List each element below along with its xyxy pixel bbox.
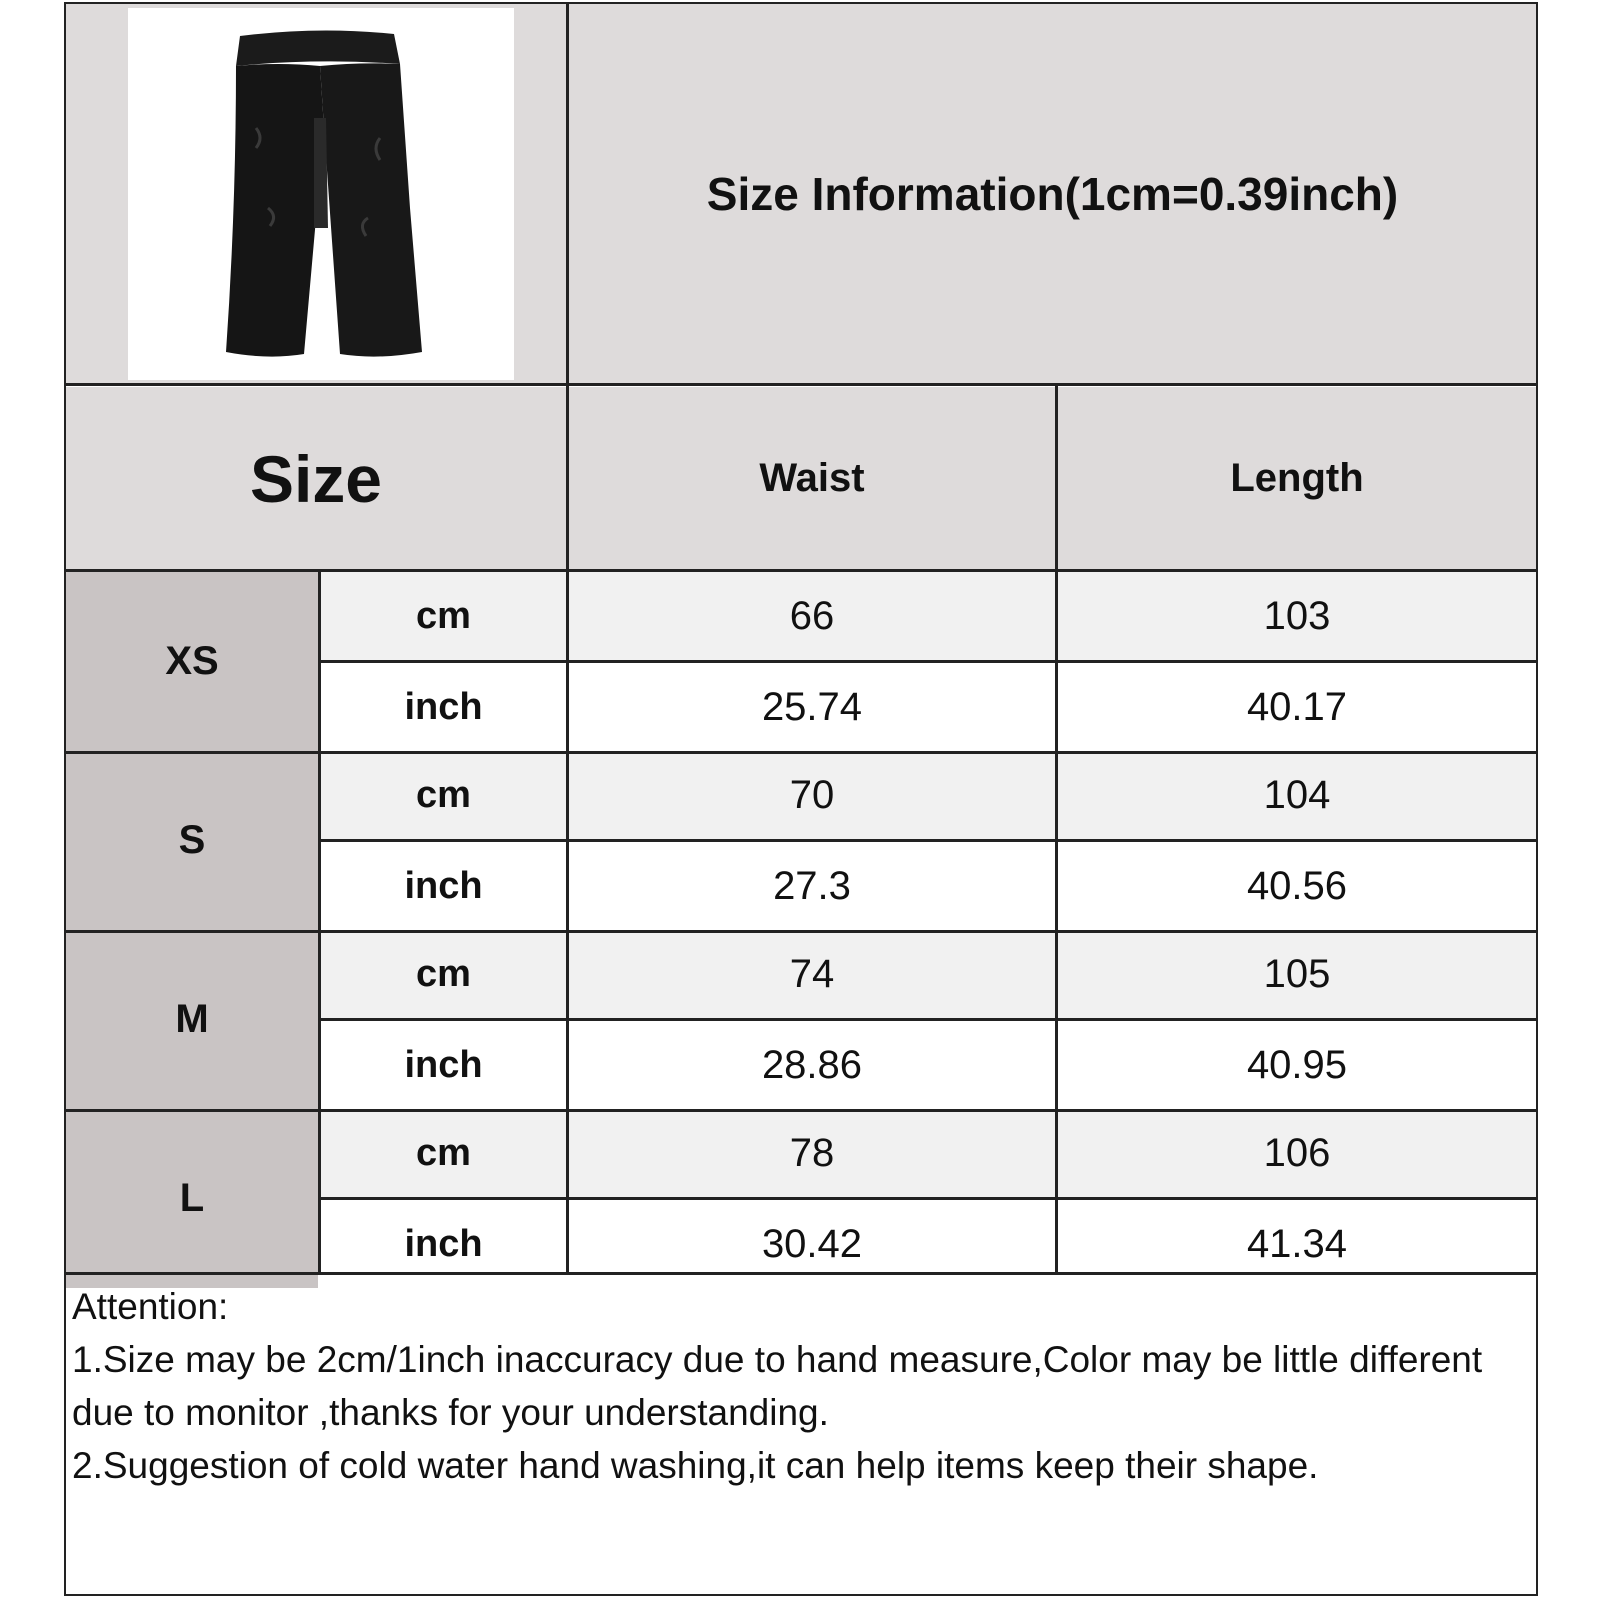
unit-inch-cell-text: inch [404,1222,483,1265]
unit-cm-cell [321,751,566,839]
waist-cm-cell-text: 70 [789,772,835,817]
attention-notes [72,1280,1532,1492]
attention-note-1: 1.Size may be 2cm/1inch inaccuracy due to hand measure,Color may be little different due to monitor ,thanks for your understanding. [72,1339,1493,1433]
waist-inch-cell-text: 25.74 [761,684,863,729]
waist-cm-cell-text: 78 [789,1130,835,1175]
length-inch-cell-text: 40.56 [1246,863,1348,908]
attention-heading: Attention: [72,1286,229,1327]
unit-cm-cell-text: cm [416,594,471,637]
length-cm-cell [1058,930,1536,1018]
length-inch-cell [1058,663,1536,751]
waist-cm-cell-text: 66 [789,593,835,638]
unit-inch-cell [321,663,566,751]
divider [318,839,1538,842]
waist-inch-cell [569,1021,1055,1109]
size-label-cell [66,572,318,751]
size-label-cell [66,930,318,1109]
attention-note-2: 2.Suggestion of cold water hand washing,it can help items keep their shape. [72,1445,1319,1486]
unit-cm-cell-text: cm [416,1131,471,1174]
size-label-cell-text: XS [165,639,219,683]
length-cm-cell [1058,572,1536,660]
waist-inch-cell-text: 27.3 [773,863,851,908]
divider [318,660,1538,663]
waist-column-header: Waist [759,456,865,500]
unit-inch-cell-text: inch [404,685,483,728]
length-cm-cell-text: 105 [1263,951,1331,996]
divider [64,1109,1538,1112]
divider [64,751,1538,754]
divider [64,930,1538,933]
waist-header-cell [569,387,1055,570]
waist-cm-cell [569,572,1055,660]
length-cm-cell-text: 106 [1263,1130,1331,1175]
unit-cm-cell [321,572,566,660]
wide-leg-pants-icon [128,8,514,380]
page-title: Size Information(1cm=0.39inch) [706,168,1399,220]
length-cm-cell-text: 104 [1263,772,1331,817]
divider [318,569,321,1274]
unit-inch-cell [321,842,566,930]
length-cm-cell-text: 103 [1263,593,1331,638]
unit-cm-cell [321,1109,566,1197]
length-cm-cell [1058,1109,1536,1197]
size-label-cell [66,751,318,930]
waist-inch-cell-text: 30.42 [761,1221,863,1266]
unit-cm-cell-text: cm [416,952,471,995]
size-label-cell-text: M [175,997,209,1041]
length-header-cell [1058,387,1536,570]
divider [1055,383,1058,1274]
unit-cm-cell-text: cm [416,773,471,816]
waist-cm-cell [569,930,1055,1018]
length-inch-cell-text: 40.95 [1246,1042,1348,1087]
divider [318,1197,1538,1200]
unit-cm-cell [321,930,566,1018]
size-label-cell-text: L [179,1176,205,1220]
waist-cm-cell [569,751,1055,839]
divider [64,569,1538,572]
waist-inch-cell-text: 28.86 [761,1042,863,1087]
unit-inch-cell [321,1021,566,1109]
length-inch-cell-text: 40.17 [1246,684,1348,729]
unit-inch-cell-text: inch [404,1043,483,1086]
waist-inch-cell [569,842,1055,930]
length-inch-cell-text: 41.34 [1246,1221,1348,1266]
unit-inch-cell-text: inch [404,864,483,907]
length-column-header: Length [1230,456,1364,500]
size-label-cell [66,1109,318,1288]
product-image [128,8,514,380]
waist-cm-cell-text: 74 [789,951,835,996]
divider [64,383,1538,386]
length-inch-cell [1058,1021,1536,1109]
size-label-cell-text: S [178,818,206,862]
divider [318,1018,1538,1021]
size-header-cell [66,387,566,570]
length-inch-cell [1058,842,1536,930]
length-cm-cell [1058,751,1536,839]
waist-inch-cell [569,663,1055,751]
divider [64,1272,1538,1275]
size-column-header: Size [249,441,383,516]
divider [566,2,569,1274]
waist-cm-cell [569,1109,1055,1197]
size-info-title-cell [569,4,1536,384]
